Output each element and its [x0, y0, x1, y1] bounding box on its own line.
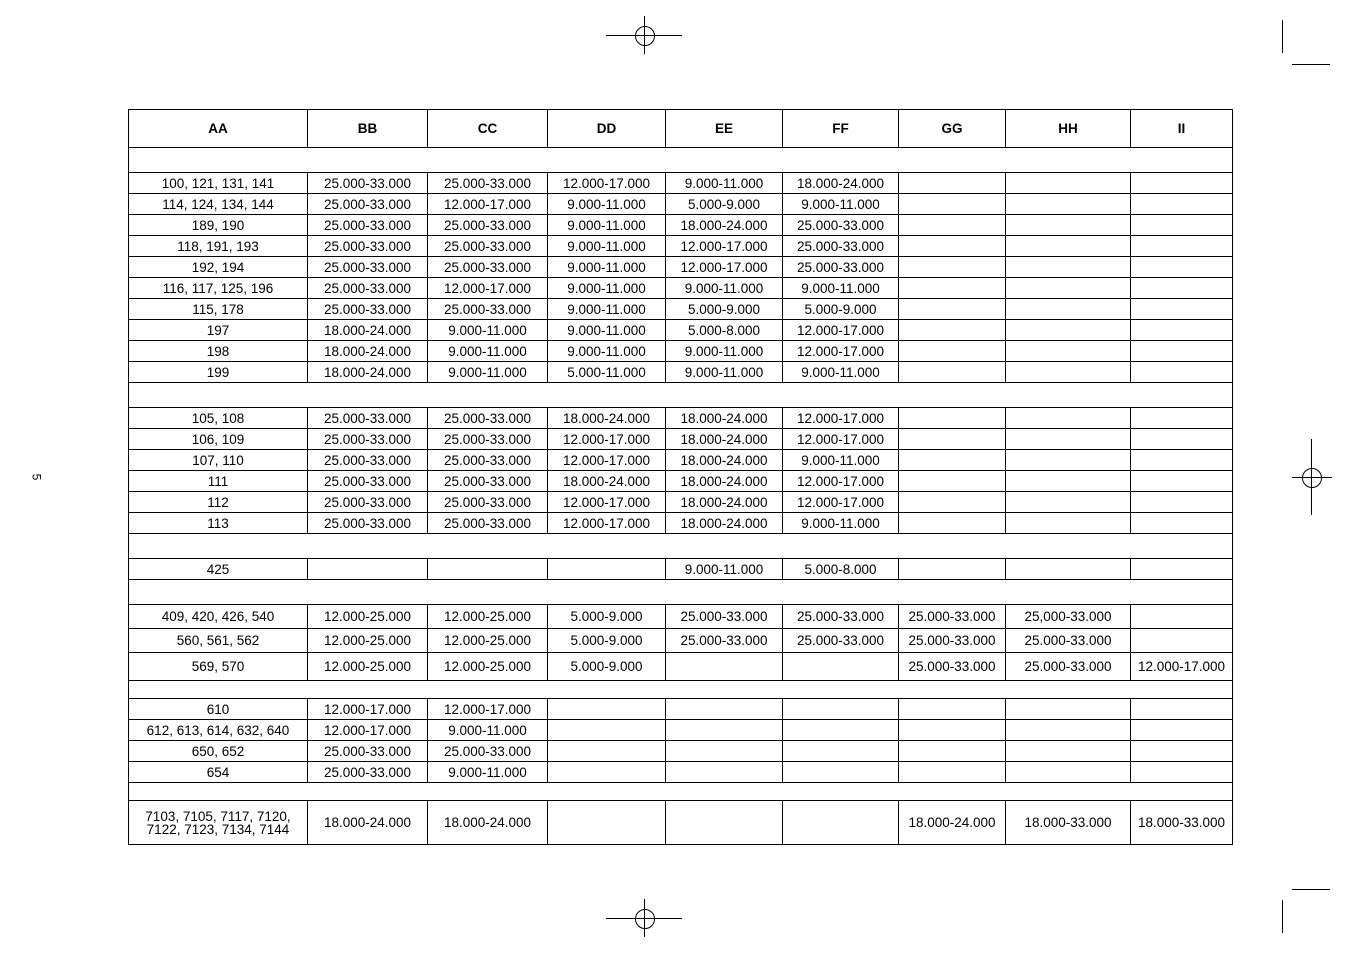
range-cell: [899, 762, 1006, 783]
table-row: [129, 173, 1233, 194]
range-cell: 18.000-24.000: [666, 429, 783, 450]
range-cell: [899, 450, 1006, 471]
range-cell: 12.000-17.000: [548, 429, 666, 450]
range-cell: [548, 801, 666, 845]
range-cell: 12.000-25.000: [308, 629, 428, 653]
range-cell: 25.000-33.000: [428, 236, 548, 257]
range-cell: [899, 236, 1006, 257]
model-cell: 197: [129, 320, 308, 341]
range-cell: [1131, 450, 1233, 471]
range-cell: [1131, 362, 1233, 383]
column-header: BB: [308, 110, 428, 148]
range-cell: [899, 513, 1006, 534]
range-cell: [899, 341, 1006, 362]
range-cell: [899, 257, 1006, 278]
range-cell: 18.000-24.000: [308, 362, 428, 383]
range-cell: 25.000-33.000: [308, 299, 428, 320]
table-row: [129, 741, 1233, 762]
range-cell: 9.000-11.000: [548, 341, 666, 362]
model-cell: 106, 109: [129, 429, 308, 450]
range-cell: [548, 559, 666, 580]
range-cell: [783, 699, 899, 720]
range-cell: [1131, 236, 1233, 257]
range-cell: 12.000-17.000: [783, 320, 899, 341]
range-cell: [1006, 320, 1131, 341]
column-header: FF: [783, 110, 899, 148]
range-cell: [1006, 513, 1131, 534]
range-cell: 25.000-33.000: [899, 653, 1006, 681]
range-cell: [308, 559, 428, 580]
range-cell: 18.000-24.000: [548, 471, 666, 492]
range-cell: 12.000-25.000: [308, 605, 428, 629]
range-cell: 18.000-24.000: [666, 513, 783, 534]
range-cell: [666, 699, 783, 720]
model-cell: 560, 561, 562: [129, 629, 308, 653]
range-cell: 9.000-11.000: [666, 341, 783, 362]
range-cell: [548, 741, 666, 762]
group-separator: [129, 534, 1233, 559]
table-row: [129, 257, 1233, 278]
range-cell: 9.000-11.000: [548, 257, 666, 278]
range-cell: 25.000-33.000: [428, 173, 548, 194]
range-cell: 25.000-33.000: [308, 408, 428, 429]
column-header: II: [1131, 110, 1233, 148]
range-cell: 18.000-33.000: [1006, 801, 1131, 845]
table-row: [129, 559, 1233, 580]
crop-mark: [1282, 20, 1283, 53]
range-cell: [1131, 194, 1233, 215]
range-cell: 5.000-9.000: [666, 194, 783, 215]
range-cell: 25.000-33.000: [428, 450, 548, 471]
table-row: [129, 278, 1233, 299]
range-cell: 9.000-11.000: [428, 341, 548, 362]
model-cell: 114, 124, 134, 144: [129, 194, 308, 215]
range-cell: 25.000-33.000: [308, 194, 428, 215]
range-cell: 25.000-33.000: [666, 629, 783, 653]
range-cell: [428, 559, 548, 580]
model-cell: 111: [129, 471, 308, 492]
range-cell: [1131, 408, 1233, 429]
range-cell: [899, 408, 1006, 429]
range-cell: [1006, 429, 1131, 450]
range-cell: 9.000-11.000: [666, 362, 783, 383]
range-cell: [899, 173, 1006, 194]
range-cell: [1006, 492, 1131, 513]
range-cell: 18.000-24.000: [666, 408, 783, 429]
table-row: [129, 408, 1233, 429]
spec-table: [128, 109, 1233, 845]
range-cell: [1131, 278, 1233, 299]
range-cell: [1006, 299, 1131, 320]
range-cell: 25.000-33.000: [666, 605, 783, 629]
range-cell: 18.000-24.000: [666, 215, 783, 236]
range-cell: 25.000-33.000: [783, 236, 899, 257]
model-cell: 7103, 7105, 7117, 7120, 7122, 7123, 7134, 7144: [129, 801, 308, 845]
range-cell: 12.000-25.000: [308, 653, 428, 681]
group-separator: [129, 383, 1233, 408]
range-cell: [899, 278, 1006, 299]
range-cell: 25.000-33.000: [428, 513, 548, 534]
range-cell: 9.000-11.000: [783, 362, 899, 383]
range-cell: 9.000-11.000: [783, 194, 899, 215]
range-cell: 18.000-24.000: [783, 173, 899, 194]
table-row: [129, 720, 1233, 741]
range-cell: [666, 720, 783, 741]
range-cell: 12.000-17.000: [666, 257, 783, 278]
range-cell: 25.000-33.000: [428, 471, 548, 492]
range-cell: [899, 362, 1006, 383]
range-cell: 12.000-25.000: [428, 653, 548, 681]
range-cell: [1131, 471, 1233, 492]
range-cell: 18.000-24.000: [548, 408, 666, 429]
range-cell: 18.000-24.000: [666, 471, 783, 492]
range-cell: 18.000-24.000: [308, 801, 428, 845]
table-row: [129, 341, 1233, 362]
group-separator: [129, 580, 1233, 605]
range-cell: 12.000-17.000: [783, 471, 899, 492]
range-cell: 12.000-17.000: [308, 720, 428, 741]
range-cell: [1131, 429, 1233, 450]
range-cell: [1006, 215, 1131, 236]
table-row: [129, 471, 1233, 492]
range-cell: 25.000-33.000: [428, 492, 548, 513]
range-cell: 12.000-17.000: [548, 492, 666, 513]
range-cell: [1006, 278, 1131, 299]
range-cell: [1131, 559, 1233, 580]
registration-mark-bottom: [606, 899, 682, 937]
range-cell: 5.000-9.000: [548, 629, 666, 653]
range-cell: [1006, 257, 1131, 278]
range-cell: 9.000-11.000: [428, 762, 548, 783]
range-cell: 9.000-11.000: [783, 278, 899, 299]
model-cell: 115, 178: [129, 299, 308, 320]
range-cell: 9.000-11.000: [666, 559, 783, 580]
range-cell: 18.000-24.000: [428, 801, 548, 845]
range-cell: [899, 320, 1006, 341]
crop-mark: [1292, 889, 1330, 890]
model-cell: 610: [129, 699, 308, 720]
range-cell: 12.000-17.000: [548, 513, 666, 534]
column-header: EE: [666, 110, 783, 148]
range-cell: 9.000-11.000: [548, 194, 666, 215]
range-cell: 25.000-33.000: [428, 215, 548, 236]
range-cell: 12.000-17.000: [783, 429, 899, 450]
table-row: [129, 605, 1233, 629]
range-cell: [1131, 741, 1233, 762]
range-cell: [899, 215, 1006, 236]
range-cell: [1006, 471, 1131, 492]
range-cell: [1006, 194, 1131, 215]
model-cell: 189, 190: [129, 215, 308, 236]
range-cell: [783, 801, 899, 845]
range-cell: [548, 762, 666, 783]
range-cell: [1006, 699, 1131, 720]
range-cell: [1006, 173, 1131, 194]
range-cell: 25.000-33.000: [783, 215, 899, 236]
range-cell: [783, 720, 899, 741]
table-row: [129, 299, 1233, 320]
range-cell: [1006, 362, 1131, 383]
registration-mark-top: [606, 16, 682, 54]
range-cell: 5.000-8.000: [783, 559, 899, 580]
range-cell: 25.000-33.000: [308, 215, 428, 236]
range-cell: [1006, 236, 1131, 257]
range-cell: 12.000-17.000: [428, 194, 548, 215]
range-cell: [899, 194, 1006, 215]
table-row: [129, 492, 1233, 513]
model-cell: 654: [129, 762, 308, 783]
range-cell: 25.000-33.000: [308, 450, 428, 471]
range-cell: 18.000-24.000: [666, 450, 783, 471]
model-cell: 569, 570: [129, 653, 308, 681]
range-cell: 12.000-17.000: [548, 173, 666, 194]
range-cell: [899, 299, 1006, 320]
range-cell: [1006, 741, 1131, 762]
range-cell: [1006, 450, 1131, 471]
range-cell: 9.000-11.000: [548, 299, 666, 320]
table-row: [129, 653, 1233, 681]
table-row: [129, 236, 1233, 257]
range-cell: 9.000-11.000: [666, 278, 783, 299]
range-cell: [1131, 299, 1233, 320]
range-cell: 25.000-33.000: [308, 471, 428, 492]
model-cell: 425: [129, 559, 308, 580]
range-cell: [1131, 762, 1233, 783]
model-cell: 100, 121, 131, 141: [129, 173, 308, 194]
range-cell: 12.000-17.000: [783, 408, 899, 429]
range-cell: 25.000-33.000: [428, 429, 548, 450]
table-row: [129, 429, 1233, 450]
column-header: HH: [1006, 110, 1131, 148]
range-cell: [899, 741, 1006, 762]
column-header: CC: [428, 110, 548, 148]
model-cell: 409, 420, 426, 540: [129, 605, 308, 629]
range-cell: 25.000-33.000: [1006, 629, 1131, 653]
range-cell: [1131, 629, 1233, 653]
range-cell: 25.000-33.000: [308, 429, 428, 450]
range-cell: [666, 801, 783, 845]
range-cell: 25.000-33.000: [899, 605, 1006, 629]
range-cell: 12.000-17.000: [1131, 653, 1233, 681]
range-cell: 25.000-33.000: [899, 629, 1006, 653]
table-row: [129, 629, 1233, 653]
table-row: [129, 320, 1233, 341]
model-cell: 105, 108: [129, 408, 308, 429]
header-row: [129, 110, 1233, 148]
model-cell: 118, 191, 193: [129, 236, 308, 257]
range-cell: 12.000-17.000: [548, 450, 666, 471]
range-cell: 12.000-17.000: [783, 492, 899, 513]
table-row: [129, 362, 1233, 383]
range-cell: 12.000-25.000: [428, 629, 548, 653]
column-header: DD: [548, 110, 666, 148]
model-cell: 113: [129, 513, 308, 534]
range-cell: 25.000-33.000: [308, 257, 428, 278]
range-cell: [548, 699, 666, 720]
model-cell: 198: [129, 341, 308, 362]
range-cell: 12.000-25.000: [428, 605, 548, 629]
range-cell: [783, 741, 899, 762]
range-cell: [783, 653, 899, 681]
range-cell: [666, 653, 783, 681]
range-cell: [548, 720, 666, 741]
table-row: [129, 762, 1233, 783]
range-cell: 9.000-11.000: [783, 513, 899, 534]
table-row: [129, 513, 1233, 534]
table-row: [129, 194, 1233, 215]
group-separator: [129, 148, 1233, 173]
range-cell: 9.000-11.000: [666, 173, 783, 194]
range-cell: 18.000-24.000: [666, 492, 783, 513]
range-cell: 5.000-9.000: [666, 299, 783, 320]
model-cell: 107, 110: [129, 450, 308, 471]
model-cell: 199: [129, 362, 308, 383]
range-cell: 9.000-11.000: [548, 278, 666, 299]
range-cell: 9.000-11.000: [548, 320, 666, 341]
range-cell: 9.000-11.000: [428, 320, 548, 341]
range-cell: [1006, 559, 1131, 580]
range-cell: 18.000-33.000: [1131, 801, 1233, 845]
range-cell: [1131, 513, 1233, 534]
range-cell: 25.000-33.000: [308, 492, 428, 513]
range-cell: [783, 762, 899, 783]
range-cell: [899, 720, 1006, 741]
range-cell: 9.000-11.000: [428, 362, 548, 383]
range-cell: 5.000-9.000: [548, 653, 666, 681]
range-cell: 25.000-33.000: [308, 278, 428, 299]
range-cell: [1131, 320, 1233, 341]
range-cell: [1131, 341, 1233, 362]
model-cell: 650, 652: [129, 741, 308, 762]
group-separator: [129, 783, 1233, 801]
registration-mark-right: [1292, 439, 1332, 515]
model-cell: 112: [129, 492, 308, 513]
range-cell: 9.000-11.000: [783, 450, 899, 471]
table-row: [129, 801, 1233, 845]
range-cell: [1131, 699, 1233, 720]
range-cell: [1006, 341, 1131, 362]
range-cell: 25.000-33.000: [308, 236, 428, 257]
range-cell: 25.000-33.000: [308, 513, 428, 534]
range-cell: 18.000-24.000: [308, 341, 428, 362]
crop-mark: [1292, 64, 1330, 65]
range-cell: 12.000-17.000: [783, 341, 899, 362]
group-separator: [129, 681, 1233, 699]
range-cell: [1131, 215, 1233, 236]
range-cell: 25.000-33.000: [428, 257, 548, 278]
range-cell: 5.000-11.000: [548, 362, 666, 383]
range-cell: [899, 471, 1006, 492]
range-cell: 12.000-17.000: [428, 278, 548, 299]
range-cell: 25.000-33.000: [308, 173, 428, 194]
range-cell: [899, 492, 1006, 513]
range-cell: 25.000-33.000: [428, 408, 548, 429]
model-cell: 192, 194: [129, 257, 308, 278]
range-cell: 25.000-33.000: [308, 741, 428, 762]
range-cell: 25,000-33.000: [1006, 605, 1131, 629]
range-cell: 9.000-11.000: [548, 236, 666, 257]
range-cell: 25.000-33.000: [308, 762, 428, 783]
range-cell: [1131, 492, 1233, 513]
range-cell: 25.000-33.000: [428, 741, 548, 762]
range-cell: [899, 429, 1006, 450]
range-cell: [1131, 173, 1233, 194]
range-cell: 12.000-17.000: [666, 236, 783, 257]
range-cell: 9.000-11.000: [428, 720, 548, 741]
table-row: [129, 450, 1233, 471]
range-cell: [1006, 762, 1131, 783]
range-cell: [1131, 257, 1233, 278]
table-row: [129, 215, 1233, 236]
range-cell: 18.000-24.000: [308, 320, 428, 341]
range-cell: [1131, 605, 1233, 629]
range-cell: 25.000-33.000: [783, 605, 899, 629]
range-cell: 12.000-17.000: [428, 699, 548, 720]
table-row: [129, 699, 1233, 720]
range-cell: 25.000-33.000: [783, 629, 899, 653]
range-cell: [666, 741, 783, 762]
crop-mark: [1282, 900, 1283, 933]
range-cell: 5.000-9.000: [783, 299, 899, 320]
range-cell: 18.000-24.000: [899, 801, 1006, 845]
model-cell: 116, 117, 125, 196: [129, 278, 308, 299]
range-cell: 12.000-17.000: [308, 699, 428, 720]
range-cell: 25.000-33.000: [1006, 653, 1131, 681]
range-cell: 25.000-33.000: [783, 257, 899, 278]
range-cell: 5.000-9.000: [548, 605, 666, 629]
range-cell: [1131, 720, 1233, 741]
range-cell: 25.000-33.000: [428, 299, 548, 320]
range-cell: [899, 699, 1006, 720]
range-cell: 9.000-11.000: [548, 215, 666, 236]
range-cell: [899, 559, 1006, 580]
column-header: GG: [899, 110, 1006, 148]
range-cell: [666, 762, 783, 783]
column-header: AA: [129, 110, 308, 148]
range-cell: 5.000-8.000: [666, 320, 783, 341]
model-cell: 612, 613, 614, 632, 640: [129, 720, 308, 741]
range-cell: [1006, 720, 1131, 741]
page-number: 5: [29, 473, 44, 481]
range-cell: [1006, 408, 1131, 429]
